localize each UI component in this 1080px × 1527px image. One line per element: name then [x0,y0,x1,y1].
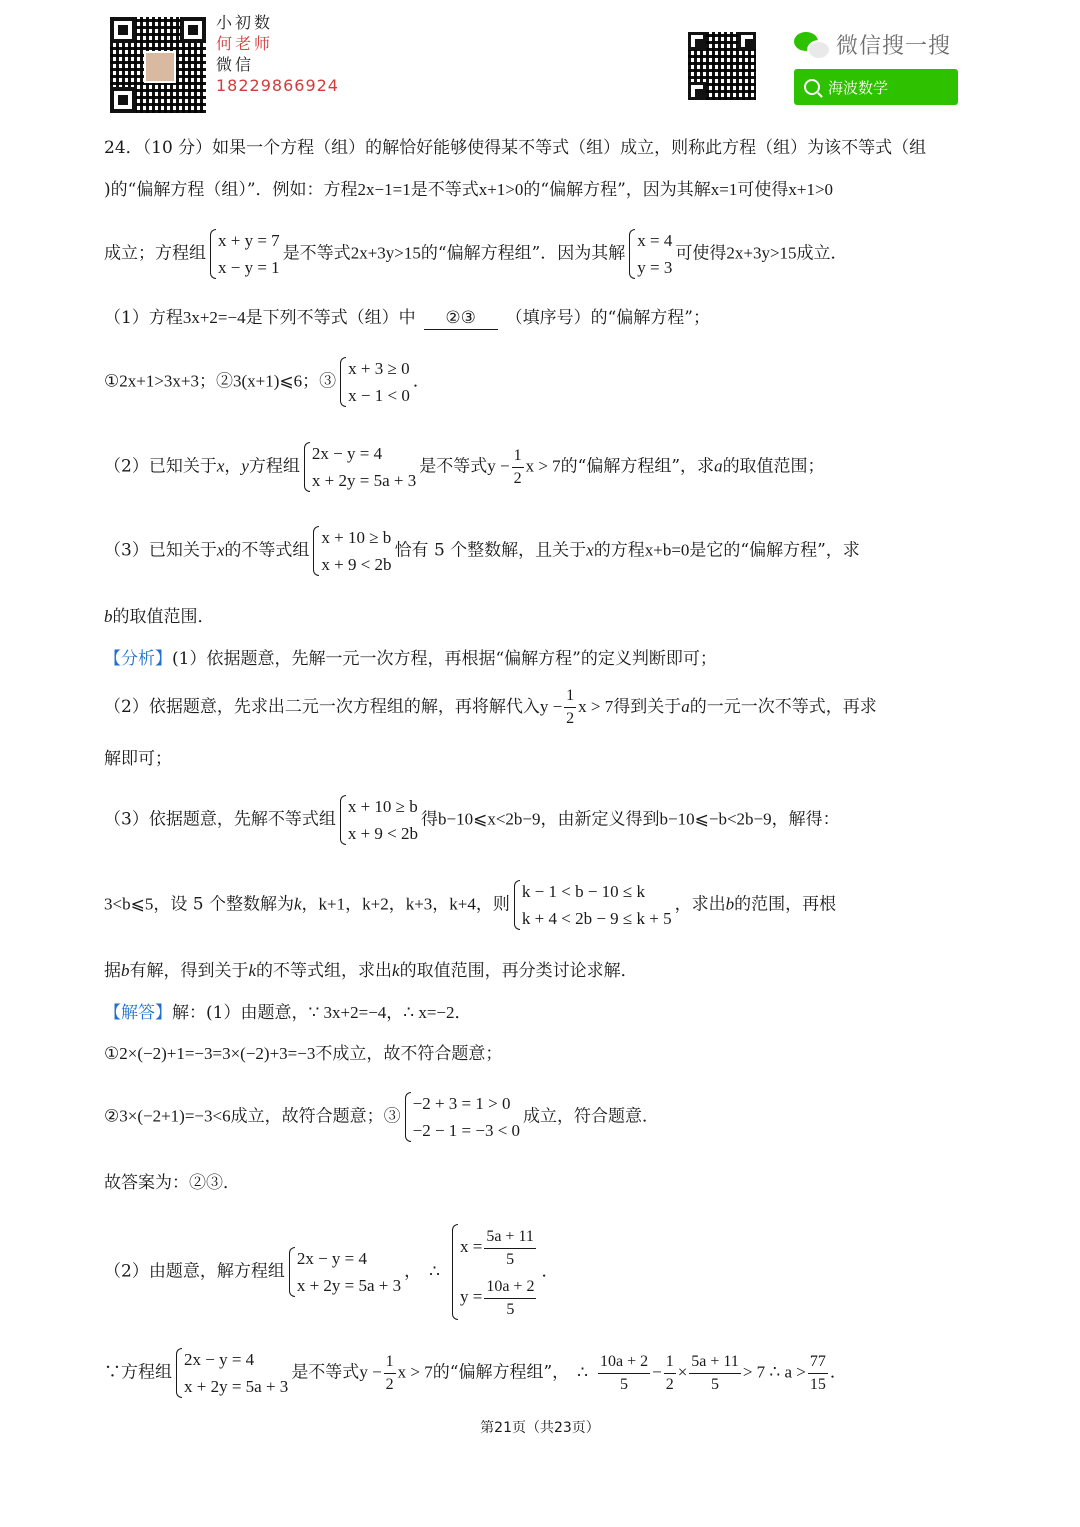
numerator: 1 [564,685,576,708]
note-line-1: 小初数 [216,13,274,32]
text: ∵方程组 [104,1362,172,1383]
sys-row: k + 4 < 2b − 9 ≤ k + 5 [521,909,672,928]
math-expr: 3×(−2+1)=−3<6 [119,1106,231,1126]
math-expr: 2x−1=1 [357,180,411,199]
sys-row: 2x − y = 4 [296,1249,368,1268]
math-expr: 2x+1>3x+3 [119,371,200,391]
text: 的不等式组 [224,540,310,561]
math-expr: k+2 [362,894,389,914]
text: 成立，符合题意． [523,1106,660,1127]
sys-row: 2x − y = 4 [184,1350,255,1369]
denominator: 2 [385,1375,394,1393]
part-1 [104,307,984,330]
math-var: k [293,894,302,914]
math-expr: b−10⩽−b<2b−9 [659,809,772,829]
denominator: 5 [620,1375,629,1393]
text: ， [388,894,406,915]
wechat-label-text: 微信搜一搜 [836,33,952,59]
denominator: 5 [506,1250,515,1268]
math-expr: × [677,1362,688,1382]
sys-row: k − 1 < b − 10 ≤ k [521,882,645,901]
math-var: a [714,456,723,476]
text: （1）方程 [104,308,183,328]
sys-row: x − y = 1 [218,258,280,277]
text: 是不等式 [291,1362,360,1383]
math-expr: 2x+3y>15 [350,243,421,263]
analysis-3 [104,793,984,847]
sys-row: x + 10 ≥ b [321,528,392,547]
numerator: 1 [512,445,524,468]
sys-row: x = 4 [637,231,673,250]
text: （2）依据题意，先求出二元一次方程组的解，再将解代入 [104,697,540,717]
text: 方程组 [248,456,300,477]
math-expr: 3(x+1)⩽6 [233,371,303,391]
numerator: 1 [664,1351,676,1374]
math-expr: x=1 [710,180,738,199]
text: 的范围，再根 [734,894,837,915]
text: 的“偏解方程组”， [432,1362,570,1383]
numerator: 1 [384,1351,396,1374]
math-var: b [104,607,113,626]
text: 解：(1）由题意， [172,1003,309,1023]
sys-row: x + 2y = 5a + 3 [311,471,417,490]
solution-4 [104,1172,984,1194]
math-var: x [216,456,225,476]
solution-tag: 【解答】 [104,1003,172,1023]
wechat-search-label [794,28,951,60]
sys-row: x + y = 7 [218,231,280,250]
text: 的“偏解方程”，因为其解 [523,180,711,200]
solution-1 [104,1002,984,1024]
text: 有解，得到关于 [129,961,249,981]
text: 恰有 5 个整数解，且关于 [394,540,587,561]
question-line-1 [104,137,984,159]
note-line-2: 何老师 [216,34,274,53]
analysis-5 [104,960,984,982]
math-expr: y − [359,1362,382,1382]
contact-note [216,12,339,96]
math-expr: 3x+2=−4 [182,308,246,327]
text: ，则 [475,894,510,915]
question-number: 24．（10 分） [104,138,213,158]
text: ；② [199,371,234,392]
analysis-2-cont [104,748,984,770]
search-button[interactable] [794,69,958,105]
math-var: a [681,697,690,716]
text: 得 [421,809,439,830]
math-expr: − [652,1362,662,1382]
analysis-2 [104,685,984,730]
denominator: 2 [566,710,575,727]
text: 可使得 [675,243,727,264]
fraction [484,1276,536,1321]
text: ． [541,1261,559,1282]
text: 得到关于 [613,697,682,717]
solution-system [451,1222,538,1322]
part-3 [104,524,984,578]
text: ， [404,1261,422,1282]
text: 是不等式 [419,456,488,477]
text: (1）依据题意，先解一元一次方程，再根据“偏解方程”的定义判断即可； [172,649,717,669]
text: 故答案为：②③． [104,1173,240,1193]
text: 成立，故符合题意；③ [230,1106,401,1127]
sys-row: 2x − y = 4 [311,444,383,463]
fraction [598,1351,650,1396]
math-expr: ∴ x=−2 [403,1003,455,1022]
denominator: 15 [809,1375,826,1393]
text: （填序号）的“偏解方程”； [505,308,710,328]
part-1-options [104,355,984,409]
text: ① [104,371,120,392]
text: 是下列不等式（组）中 [245,308,416,328]
note-line-4: 18229866924 [216,76,339,95]
math-expr: 2×(−2)+1=−3=3×(−2)+3=−3 [119,1044,316,1063]
math-expr: 3<b⩽5 [104,894,154,914]
math-var: x [586,540,594,560]
math-expr: x > 7 [578,697,614,716]
part-3-cont [104,606,984,628]
math-expr: ∴ [577,1362,588,1382]
qr-code-left [110,17,206,113]
math-var: k [248,961,257,980]
inequality-system [312,524,391,578]
math-expr: k+3 [405,894,433,914]
question-intro: 如果一个方程（组）的解恰好能够使得某不等式（组）成立，则称此方程（组）为该不等式（组 [212,138,927,158]
text: （2）已知关于 [104,456,217,477]
math-expr: x > 7 [525,456,561,476]
question-line-2 [104,179,984,201]
page-number: 第21页（共23页） [480,1420,600,1436]
text: 的一元一次不等式，再求 [689,697,877,717]
math-expr: ∴ [429,1261,440,1281]
sys-row: x + 9 < 2b [347,824,419,843]
denominator: 5 [711,1375,720,1393]
search-button-label: 海波数学 [828,78,889,97]
analysis-1 [104,648,984,670]
text: ；③ [302,371,337,392]
text: ，求出 [674,894,726,915]
text: 的不等式组，求出 [256,961,393,981]
math-var: x [216,540,225,560]
avatar [144,51,176,83]
numerator: 10a + 2 [484,1276,536,1299]
math-expr: y − [487,456,510,476]
text: （2）由题意，解方程组 [104,1261,285,1282]
solution-system [628,227,672,281]
text: 是不等式 [410,180,479,200]
equation-system [303,440,416,494]
numerator: 77 [808,1351,828,1374]
math-var: k [392,961,400,980]
math-var: b [121,961,130,980]
math-expr: ∵ 3x+2=−4 [308,1003,387,1022]
math-expr: > 7 ∴ a > [742,1362,806,1382]
text: 据 [104,961,121,981]
text: ． [454,1003,472,1023]
sys-row: x + 2y = 5a + 3 [184,1377,289,1396]
question-line-3 [104,227,984,281]
text: ，由新定义得到 [540,809,660,830]
text: 解即可； [104,749,172,769]
numerator: 5a + 11 [484,1226,536,1249]
wechat-icon [794,30,830,58]
text: ，解得： [771,809,840,830]
fraction [384,1351,396,1396]
text: （3）已知关于 [104,540,217,561]
text: 的“偏解方程组”．因为其解 [420,243,626,264]
solution-3 [104,1090,984,1144]
equation-system [288,1245,401,1299]
sys-row: x + 2y = 5a + 3 [296,1276,402,1295]
text: 不成立，故不符合题意； [315,1044,503,1064]
fraction [512,445,524,490]
sys-row [460,1272,538,1322]
text: ． [412,371,430,392]
sys-row [460,1222,538,1272]
math-expr: k+4 [449,894,476,914]
math-expr: k+1 [318,894,346,914]
numerator: 5a + 11 [689,1351,741,1374]
text: ， [301,894,319,915]
text: 的取值范围，再分类讨论求解． [399,961,638,981]
note-line-3: 微信 [216,55,255,74]
sys-row: x + 3 ≥ 0 [348,359,410,378]
math-expr: x+1>0 [788,180,834,199]
text: ， [386,1003,404,1023]
answer-blank: ②③ [424,307,498,330]
denominator: 2 [513,469,522,487]
math-expr: y − [539,697,563,716]
sys-row: y = 3 [637,258,673,277]
math-var: b [725,894,735,914]
text: 是它的“偏解方程”，求 [689,540,860,561]
text: ， [345,894,363,915]
solution-2 [104,1043,984,1065]
text: 成立． [796,243,848,264]
sys-row: −2 + 3 = 1 > 0 [412,1094,511,1113]
text: 的方程 [593,540,645,561]
inequality-system [513,878,672,932]
analysis-tag: 【分析】 [104,649,172,669]
equation-system [209,227,280,281]
math-var: y [241,456,249,476]
part-2 [104,440,984,494]
text: （3）依据题意，先解不等式组 [104,809,336,830]
text: ， [432,894,450,915]
fraction [808,1351,828,1396]
text: 的取值范围； [722,456,825,477]
fraction [484,1226,536,1271]
equation-system [175,1346,288,1400]
math-expr: x+b=0 [644,540,690,560]
text: 的“偏解方程组”，求 [560,456,715,477]
sys-row: x + 9 < 2b [321,555,392,574]
sys-row: x + 10 ≥ b [347,797,418,816]
denominator: 2 [665,1375,674,1393]
math-expr: 2x+3y>15 [726,243,797,263]
text: 可使得 [737,180,789,200]
search-icon [804,79,820,95]
math-expr: b−10⩽x<2b−9 [438,809,541,829]
fraction [564,685,576,730]
text: )的“偏解方程（组）”．例如：方程 [104,180,358,200]
text: 是不等式 [282,243,351,264]
denominator: 5 [506,1300,515,1318]
math-expr: y = [459,1287,483,1306]
text: ，设 5 个整数解为 [153,894,294,915]
text: ① [104,1044,120,1064]
text: ． [829,1362,847,1383]
inequality-system [339,355,410,409]
math-expr: x = [459,1237,483,1256]
text: 的取值范围． [112,607,215,627]
text: ② [104,1106,120,1127]
inequality-system [339,793,418,847]
sys-row: −2 − 1 = −3 < 0 [412,1121,521,1140]
solution-6 [104,1346,984,1400]
fraction [689,1351,741,1396]
sys-row: x − 1 < 0 [348,386,410,405]
fraction [664,1351,676,1396]
text: 成立；方程组 [104,243,206,264]
math-expr: x > 7 [397,1362,433,1382]
numerator: 10a + 2 [598,1351,650,1374]
analysis-4 [104,878,984,932]
solution-5 [104,1222,984,1322]
inequality-system [404,1090,520,1144]
qr-code-right [688,32,756,100]
math-expr: x+1>0 [478,180,524,199]
text: ， [224,456,242,477]
